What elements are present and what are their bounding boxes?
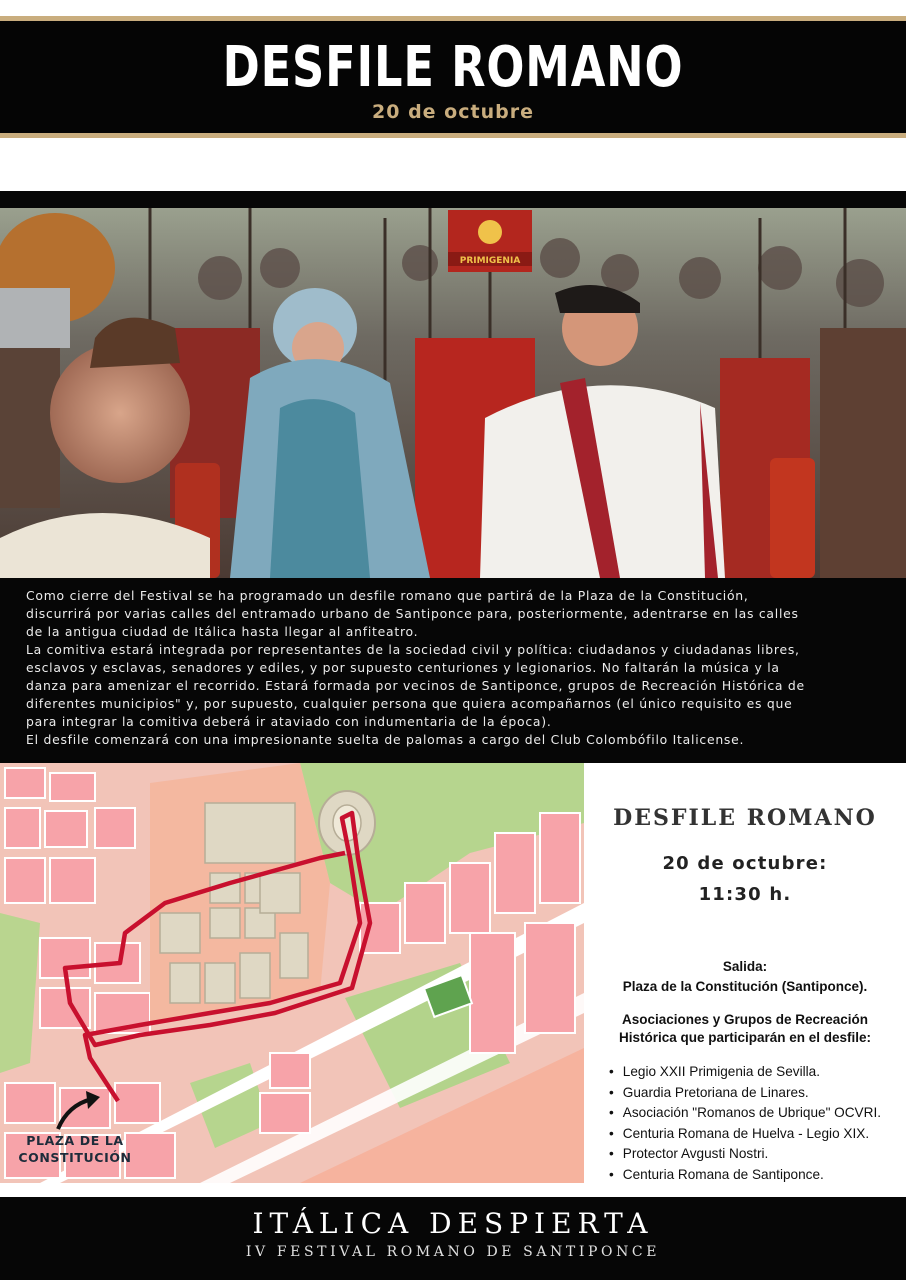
groups-heading: Histórica que participarán en el desfile: xyxy=(618,1030,872,1045)
event-date: 20 de octubre xyxy=(372,101,534,123)
description-line: esclavos y esclavas, senadores y ediles, y por supuesto centuriones y legionarios. No faltarán la música y la xyxy=(26,660,780,675)
page-header xyxy=(0,16,906,138)
banner-text: PRIMIGENIA xyxy=(459,256,521,266)
groups-heading: Asociaciones y Grupos de Recreación xyxy=(621,1012,869,1027)
map-label-plaza xyxy=(12,1132,138,1166)
groups-list xyxy=(609,1062,881,1185)
page-title: DESFILE ROMANO xyxy=(222,35,684,100)
description-line: discurrirá por varias calles del entramado urbano de Santiponce para, posteriormente, adentrarse en las calles xyxy=(26,606,799,621)
map-label-line: CONSTITUCIÓN xyxy=(18,1150,132,1165)
info-title: DESFILE ROMANO xyxy=(613,805,877,831)
description-line: El desfile comenzará con una impresionante suelta de palomas a cargo del Club Colombófilo Italicense. xyxy=(26,732,745,747)
list-item: • Guardia Pretoriana de Linares. xyxy=(609,1083,881,1104)
map-label-line: PLAZA DE LA xyxy=(26,1133,124,1148)
description-line: La comitiva estará integrada por representantes de la sociedad civil y política: ciudadanos y ciudadanas libres, xyxy=(26,642,800,657)
divider-bar xyxy=(0,191,906,208)
page-footer xyxy=(0,1197,906,1280)
parade-photo xyxy=(0,208,906,578)
departure-label: Salida: xyxy=(722,959,768,974)
description-line: de la antigua ciudad de Itálica hasta llegar al anfiteatro. xyxy=(26,624,419,639)
list-item: • Centuria Romana de Huelva - Legio XIX. xyxy=(609,1124,881,1145)
info-date: 20 de octubre: xyxy=(662,853,828,874)
description-line: diferentes municipios" y, por supuesto, cualquier persona que quiera acompañarnos (el único requisito es que xyxy=(26,696,793,711)
info-time: 11:30 h. xyxy=(698,884,792,905)
list-item: • Legio XXII Primigenia de Sevilla. xyxy=(609,1062,881,1083)
list-item: • Protector Avgusti Nostri. xyxy=(609,1144,881,1165)
list-item: • Centuria Romana de Santiponce. xyxy=(609,1165,881,1186)
description-line: danza para amenizar el recorrido. Estará formada por vecinos de Santiponce, grupos de Recreación Histórica de xyxy=(26,678,805,693)
departure-place: Plaza de la Constitución (Santiponce). xyxy=(622,979,868,994)
route-map xyxy=(0,763,584,1183)
description-line: Como cierre del Festival se ha programado un desfile romano que partirá de la Plaza de la Constitución, xyxy=(26,588,749,603)
festival-subtitle: IV FESTIVAL ROMANO DE SANTIPONCE xyxy=(245,1244,661,1260)
list-item: • Asociación "Romanos de Ubrique" OCVRI. xyxy=(609,1103,881,1124)
festival-title: ITÁLICA DESPIERTA xyxy=(252,1207,654,1240)
event-info-panel xyxy=(584,763,906,1183)
event-description xyxy=(0,578,906,763)
description-line: para integrar la comitiva deberá ir ataviado con indumentaria de la época). xyxy=(26,714,552,729)
